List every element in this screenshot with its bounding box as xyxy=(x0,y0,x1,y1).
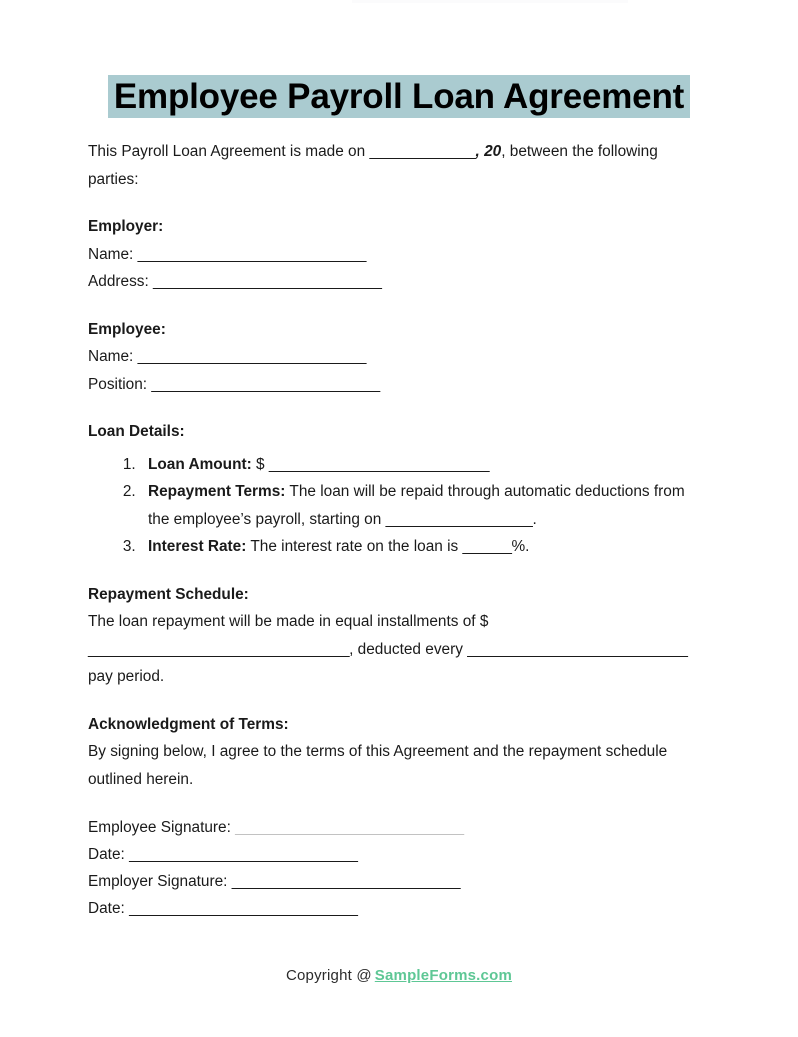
employee-position-label: Position: xyxy=(88,375,152,393)
employer-signature-line xyxy=(88,868,698,895)
sampleforms-link[interactable]: SampleForms.com xyxy=(374,967,512,984)
repayment-schedule-text-after: pay period. xyxy=(88,668,165,685)
employer-signature-blank[interactable]: ____________________________ xyxy=(231,873,461,890)
employee-name-blank: ____________________________ xyxy=(137,348,367,365)
employee-position-line xyxy=(88,371,698,399)
employee-signature-label: Employee Signature: xyxy=(88,819,236,836)
employee-date-label: Date: xyxy=(88,846,130,863)
employer-date-line xyxy=(88,895,698,922)
repayment-schedule-text-middle: , deducted every xyxy=(349,640,468,658)
employee-date-blank[interactable]: ____________________________ xyxy=(129,846,358,863)
employer-date-blank[interactable]: ____________________________ xyxy=(129,900,358,917)
repayment-terms-label: Repayment Terms: xyxy=(148,483,286,500)
employee-date-line xyxy=(88,841,698,868)
employee-position-blank: ____________________________ xyxy=(151,375,380,393)
employer-date-label: Date: xyxy=(88,900,130,917)
repayment-schedule-text-before: The loan repayment will be made in equal installments of $ xyxy=(88,613,489,630)
acknowledgment-body: By signing below, I agree to the terms of this Agreement and the repayment schedule outlined herein. xyxy=(88,743,668,788)
page-footer xyxy=(0,967,798,984)
acknowledgment-heading: Acknowledgment of Terms: xyxy=(88,715,289,733)
interest-rate-blank: ______ xyxy=(462,538,512,555)
intro-year: , 20 xyxy=(475,143,502,160)
repayment-schedule-body xyxy=(88,608,698,691)
employer-name-blank: ____________________________ xyxy=(137,245,367,263)
intro-paragraph xyxy=(88,138,698,193)
employer-address-blank: ____________________________ xyxy=(153,273,382,290)
loan-amount-label: Loan Amount: xyxy=(148,455,252,473)
employee-signature-blank[interactable]: ____________________________ xyxy=(235,819,464,836)
interest-rate-text-after: %. xyxy=(511,538,530,555)
employer-name-label: Name: xyxy=(88,245,138,263)
list-item xyxy=(140,533,698,561)
list-item xyxy=(140,451,698,479)
loan-amount-blank: ___________________________ xyxy=(268,455,490,473)
title-container xyxy=(0,75,798,118)
repayment-terms-blank: __________________ xyxy=(385,510,533,528)
list-item xyxy=(140,478,698,533)
interest-rate-label: Interest Rate: xyxy=(148,538,247,555)
signature-block xyxy=(88,814,698,922)
loan-amount-text-before: $ xyxy=(251,455,269,473)
copyright-text: Copyright @ xyxy=(285,967,372,984)
intro-text-before: This Payroll Loan Agreement is made on xyxy=(88,143,370,160)
employer-address-line xyxy=(88,268,698,296)
employer-name-line xyxy=(88,241,698,269)
employee-name-line xyxy=(88,343,698,371)
repayment-terms-text-after: . xyxy=(532,510,537,528)
employee-heading: Employee: xyxy=(88,320,166,338)
employee-signature-line xyxy=(88,814,698,841)
employer-heading: Employer: xyxy=(88,218,164,235)
intro-date-blank: _____________ xyxy=(369,143,476,160)
intro-text-after: , between the following parties: xyxy=(88,143,658,188)
repayment-terms-text-before: The loan will be repaid through automatic deductions from the employee’s payroll, starting on xyxy=(148,483,685,528)
repayment-period-blank: ___________________________ xyxy=(467,640,688,658)
employee-name-label: Name: xyxy=(88,348,138,365)
loan-details-list xyxy=(88,451,698,561)
interest-rate-text-before: The interest rate on the loan is xyxy=(246,538,463,555)
loan-details-heading: Loan Details: xyxy=(88,423,185,440)
repayment-schedule-heading: Repayment Schedule: xyxy=(88,585,249,603)
page-title: Employee Payroll Loan Agreement xyxy=(108,75,690,118)
employer-signature-label: Employer Signature: xyxy=(88,873,232,890)
repayment-installment-blank: ________________________________ xyxy=(88,640,350,658)
employer-address-label: Address: xyxy=(88,273,154,290)
document-body xyxy=(88,138,698,922)
